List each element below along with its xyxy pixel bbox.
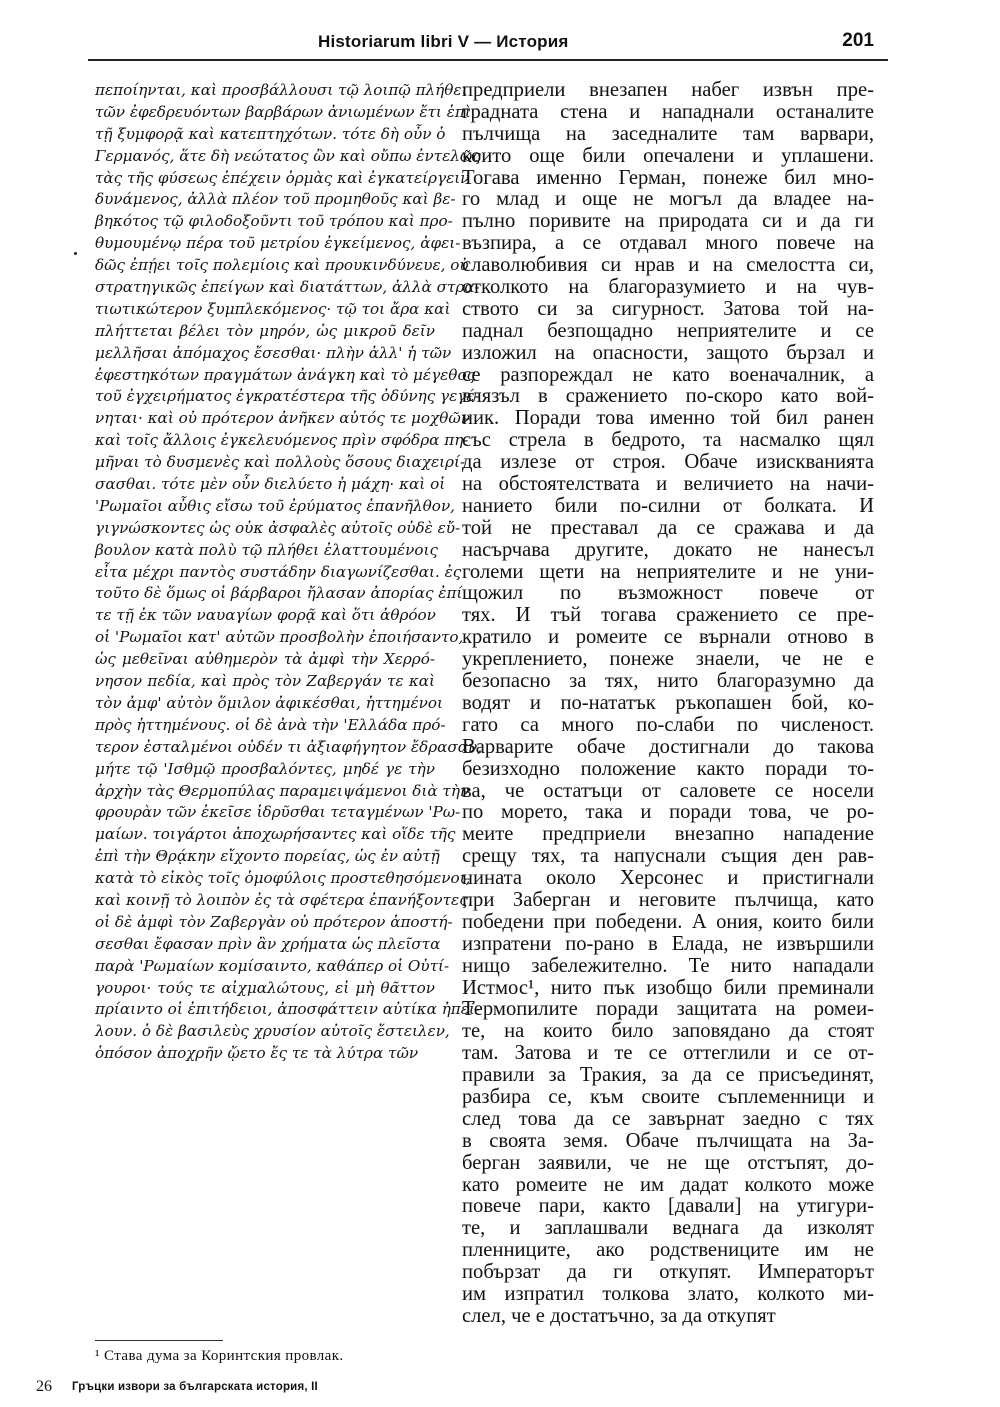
- greek-text-line: οἱ δὲ ἀμφὶ τὸν Ζαβεργὰν οὐ πρότερον ἀποστή-: [95, 912, 453, 931]
- bulgarian-text-line: безопасно за тях, нито благоразумно да: [462, 670, 874, 693]
- bulgarian-text-line: насърчава другите, докато не нанесъл: [462, 538, 874, 561]
- greek-text-line: τῇ ξυμφορᾷ καὶ κατεπτηχότων. τότε δὴ οὖν ὁ: [95, 124, 446, 143]
- signature-number: 26: [36, 1378, 52, 1395]
- footnote: ¹ Става дума за Коринтския провлак.: [95, 1348, 344, 1364]
- bulgarian-text-line: срещу тях, та напуснали същия ден рав-: [462, 845, 874, 868]
- greek-text-line: τοῦτο δὲ ὅμως οἱ βάρβαροι ἤλασαν ἀπορίας ἐπί: [95, 584, 463, 603]
- bulgarian-text-line: паднал безпощадно неприятелите и се: [462, 319, 874, 342]
- greek-text-line: λουν. ὁ δὲ βασιλεὺς χρυσίον αὐτοῖς ἔστειλεν,: [95, 1022, 450, 1041]
- greek-text-line: βηκότος τῷ φιλοδοξοῦντι τοῦ τρόπου καὶ προ-: [95, 212, 453, 231]
- greek-text-line: τιωτικώτερον ξυμπλεκόμενος· τῷ τοι ἄρα καὶ: [95, 299, 451, 318]
- greek-text-line: μελλῆσαι ἀπόμαχος ἔσεσθαι· πλὴν ἀλλ' ἡ τῶν: [95, 343, 452, 362]
- greek-text-line: τε τῇ ἐκ τῶν ναυαγίων φορᾷ καὶ ὅτι ἀθρόον: [95, 606, 436, 625]
- greek-text-line: νησον πεδία, καὶ πρὸς τὸν Ζαβεργάν τε καὶ: [95, 672, 435, 691]
- footnote-rule: [95, 1340, 223, 1341]
- bulgarian-text-line: големи щети на неприятелите и не уни-: [462, 560, 874, 583]
- bulgarian-text-line: тях. И тъй тогава сражението се пре-: [462, 604, 874, 627]
- greek-text-line: 'Ρωμαῖοι αὖθις εἴσω τοῦ ἐρύματος ἐπανῆλθον,: [95, 496, 456, 515]
- bulgarian-text-line: кратило и ромеите се върнали отново в: [462, 626, 874, 649]
- greek-text-line: τὰς τῆς φύσεως ἐπέχειν ὁρμὰς καὶ ἐγκατείργειν: [95, 168, 470, 187]
- bulgarian-text-line: изпратени по-рано в Елада, не извършили: [462, 932, 874, 955]
- greek-text-line: μήτε τῷ 'Ισθμῷ προσβαλόντες, μηδέ γε τὴν: [95, 759, 435, 778]
- bulgarian-text-line: те, и заплашвали веднага да изколят: [462, 1217, 874, 1240]
- greek-text-line: οἱ 'Ρωμαῖοι κατ' αὐτῶν προσβολὴν ἐποιήσαντο,: [95, 628, 464, 647]
- greek-text-column: [95, 80, 483, 1065]
- bulgarian-text-line: пълно поривите на природата си и да ги: [462, 210, 874, 233]
- running-header: [88, 28, 888, 64]
- greek-text-line: ὁπόσον ἀποχρῆν ᾤετο ἔς τε τὰ λύτρα τῶν: [95, 1044, 419, 1063]
- bulgarian-text-line: разбира се, към своите съплеменници и: [462, 1085, 874, 1108]
- greek-text-line: νηται· καὶ οὐ πρότερον ἀνῆκεν αὐτός τε μοχθῶν: [95, 409, 471, 428]
- bulgarian-text-line: да излезе от строя. Обаче изискванията: [462, 451, 874, 474]
- bulgarian-text-line: пленниците, ако родствениците им не: [462, 1239, 874, 1262]
- bulgarian-text-line: в своята земя. Обаче пълчищата на За-: [462, 1129, 874, 1152]
- bulgarian-text-line: Тогава именно Герман, понеже бил мно-: [462, 166, 874, 189]
- bulgarian-text-line: повече пари, както [давали] на утигури-: [462, 1195, 874, 1218]
- greek-text-line: καὶ κοινῇ τὸ λοιπὸν ἐς τὰ σφέτερα ἐπανήξοντες.: [95, 890, 473, 909]
- greek-text-line: Γερμανός, ἅτε δὴ νεώτατος ὢν καὶ οὔπω ἐντελῶς: [95, 146, 481, 165]
- greek-text-line: πρίαιντο οἱ ἐπιτήδειοι, ἀποσφάττειν αὐτίκα ἠπεί-: [95, 1000, 481, 1019]
- signature-text: Гръцки извори за българската история, II: [72, 1381, 318, 1393]
- bulgarian-text-line: нищо забележително. Те нито нападали: [462, 954, 874, 977]
- bulgarian-text-line: водят и по-нататък ръкопашен бой, ко-: [462, 691, 874, 714]
- bulgarian-text-line: които още били опечалени и уплашени.: [462, 144, 874, 167]
- greek-text-line: πλήττεται βέλει τὸν μηρόν, ὡς μικροῦ δεῖν: [95, 321, 435, 340]
- page-number: 201: [842, 30, 874, 51]
- bulgarian-text-line: възпира, а се отдавал много повече на: [462, 232, 874, 255]
- bulgarian-text-line: ва, че остатъци от саловете се носели: [462, 779, 874, 802]
- greek-text-line: δυνάμενος, ἀλλὰ πλέον τοῦ προμηθοῦς καὶ βε-: [95, 190, 456, 209]
- greek-text-line: παρὰ 'Ρωμαίων κομίσαιντο, καθάπερ οἱ Οὐτί-: [95, 956, 450, 975]
- bulgarian-text-line: като ромеите не им дадат колкото може: [462, 1173, 874, 1196]
- bulgarian-text-line: побързат да ги откупят. Императорът: [462, 1261, 874, 1284]
- greek-text-line: βουλον κατὰ πολὺ τῷ πλήθει ἐλαττουμένοις: [95, 540, 438, 559]
- bulgarian-text-line: отколкото на благоразумието и на чув-: [462, 276, 874, 299]
- greek-text-line: στρατηγικῶς ἐπείγων καὶ διατάττων, ἀλλὰ στρα-: [95, 278, 480, 297]
- bulgarian-text-line: ството си за сигурност. Затова той на-: [462, 297, 874, 320]
- greek-text-line: πρὸς ἡττημένους. οἱ δὲ ἀνὰ τὴν 'Ελλάδα πρό-: [95, 715, 446, 734]
- greek-text-line: τῶν ἐφεδρευόντων βαρβάρων ἀνιωμένων ἔτι ἐπὶ: [95, 102, 471, 121]
- bulgarian-text-line: меите предприели внезапно нападение: [462, 823, 874, 846]
- header-rule: [88, 59, 888, 61]
- bulgarian-text-line: нината около Херсонес и пристигнали: [462, 867, 874, 890]
- bulgarian-text-line: безизходно положение както поради то-: [462, 757, 874, 780]
- bulgarian-text-line: там. Затова и те се оттеглили и се от-: [462, 1042, 874, 1065]
- greek-text-line: κατὰ τὸ εἰκὸς τοῖς ὁμοφύλοις προστεθησόμενοι,: [95, 869, 471, 888]
- bulgarian-text-line: победени при победени. А ония, които били: [462, 910, 874, 933]
- bulgarian-text-line: влязъл в сражението по-скоро като вой-: [462, 385, 874, 408]
- greek-text-line: καὶ τοῖς ἄλλοις ἐγκελευόμενος πρὶν σφόδρα πη-: [95, 431, 469, 450]
- greek-text-line: μαίων. τοιγάρτοι ἀποχωρήσαντες καὶ οἵδε τῆς: [95, 825, 456, 844]
- bulgarian-text-line: укреплението, понеже знаели, че не е: [462, 648, 874, 671]
- greek-text-line: τερον ἐσταλμένοι οὐδέν τι ἀξιαφήγητον ἔδρασαν,: [95, 737, 483, 756]
- bulgarian-text-line: предприели внезапен набег извън пре-: [462, 79, 874, 101]
- greek-text-line: μῆναι τὸ δυσμενὲς καὶ πολλοὺς ὅσους διαχειρί-: [95, 453, 466, 472]
- bulgarian-text-line: Варварите обаче достигнали до такова: [462, 735, 874, 758]
- bulgarian-text-line: след това да се завърнат заедно с тях: [462, 1107, 874, 1130]
- bulgarian-text-line: той не преставал да се сражава и да: [462, 516, 874, 539]
- greek-text-line: πεποίηνται, καὶ προσβάλλουσι τῷ λοιπῷ πλήθει: [95, 81, 468, 99]
- bulgarian-text-line: градната стена и нападнали останалите: [462, 100, 874, 123]
- greek-text-line: ἀρχὴν τὰς Θερμοπύλας παραμειψάμενοι διὰ τὴν: [95, 781, 470, 800]
- bulgarian-text-line: със стрела в бедрото, та насмалко щял: [462, 429, 874, 452]
- bulgarian-text-line: на обстоятелствата и величието на начи-: [462, 473, 874, 496]
- greek-text-line: θυμουμένῳ πέρα τοῦ μετρίου ἐγκείμενος, ἀφει-: [95, 234, 461, 253]
- greek-text-line: δῶς ἐπῄει τοῖς πολεμίοις καὶ προυκινδύνευε, οὐ: [95, 256, 469, 275]
- greek-text-line: γιγνώσκοντες ὡς οὐκ ἀσφαλὲς αὐτοῖς οὐδὲ εὔ-: [95, 518, 461, 537]
- bulgarian-text-line: ник. Поради това именно той бил ранен: [462, 407, 874, 430]
- running-title: Historiarum libri V — История: [318, 32, 569, 51]
- bulgarian-text-line: щожил по възможност повече от: [462, 582, 874, 605]
- bulgarian-text-line: при Заберган и неговите пълчища, като: [462, 888, 874, 911]
- greek-text-line: τὸν ἀμφ' αὐτὸν ὅμιλον ἀφικέσθαι, ἡττημένοι: [95, 693, 443, 712]
- bulgarian-text-column: [462, 80, 874, 1328]
- bulgarian-text-line: славолюбивия си нрав и на смелостта си,: [462, 254, 874, 277]
- bulgarian-text-line: изложил на опасности, защото бързал и: [462, 341, 874, 364]
- greek-text-line: εἶτα μέχρι παντὸς συστάδην διαγωνίζεσθαι. ἐς: [95, 562, 462, 581]
- bulgarian-text-line: се разпореждал не като военачалник, а: [462, 363, 874, 386]
- greek-text-line: ἐφεστηκότων πραγμάτων ἀνάγκη καὶ τὸ μέγεθος: [95, 365, 476, 384]
- bulgarian-text-line: те, на които било заповядано да стоят: [462, 1020, 874, 1043]
- bulgarian-text-line: пълчища на заседналите там варвари,: [462, 122, 874, 145]
- bulgarian-text-line: Термопилите поради защитата на ромеи-: [462, 998, 874, 1021]
- margin-mark: [74, 252, 77, 255]
- bulgarian-text-line: нанието били по-силни от болката. И: [462, 494, 874, 517]
- bulgarian-text-line: го млад и още не могъл да владее на-: [462, 188, 874, 211]
- bulgarian-text-line: гато са много по-слаби по численост.: [462, 713, 874, 736]
- greek-text-line: ἐπὶ τὴν Θρᾴκην εἴχοντο πορείας, ὡς ἐν αὐτῇ: [95, 847, 440, 866]
- bulgarian-text-line: Истмос¹, нито пък изобщо били преминали: [462, 976, 874, 999]
- bulgarian-text-line: слел, че е достатъчно, за да откупят: [462, 1304, 776, 1327]
- greek-text-line: γουροι· τούς τε αἰχμαλώτους, εἰ μὴ θᾶττον: [95, 978, 435, 997]
- greek-text-line: σασθαι. τότε μὲν οὖν διελύετο ἡ μάχη· καὶ οἱ: [95, 475, 446, 494]
- bulgarian-text-line: по морето, така и поради това, че ро-: [462, 801, 874, 824]
- bulgarian-text-line: берган заявили, че не ще отстъпят, до-: [462, 1151, 874, 1174]
- greek-text-line: τοῦ ἐγχειρήματος ἐγκρατέστερα τῆς ὀδύνης γεγέ-: [95, 387, 480, 406]
- bulgarian-text-line: правили за Тракия, за да се присъединят,: [462, 1064, 874, 1087]
- greek-text-line: ὡς μεθεῖναι αὐθημερὸν τὰ ἀμφὶ τὴν Χερρό-: [95, 650, 435, 669]
- bulgarian-text-line: им изпратил толкова злато, колкото ми-: [462, 1282, 874, 1305]
- greek-text-line: σεσθαι ἔφασαν πρὶν ἂν χρήματα ὡς πλεῖστα: [95, 934, 441, 953]
- greek-text-line: φρουρὰν τῶν ἐκεῖσε ἱδρῦσθαι τεταγμένων 'Ρω-: [95, 803, 461, 822]
